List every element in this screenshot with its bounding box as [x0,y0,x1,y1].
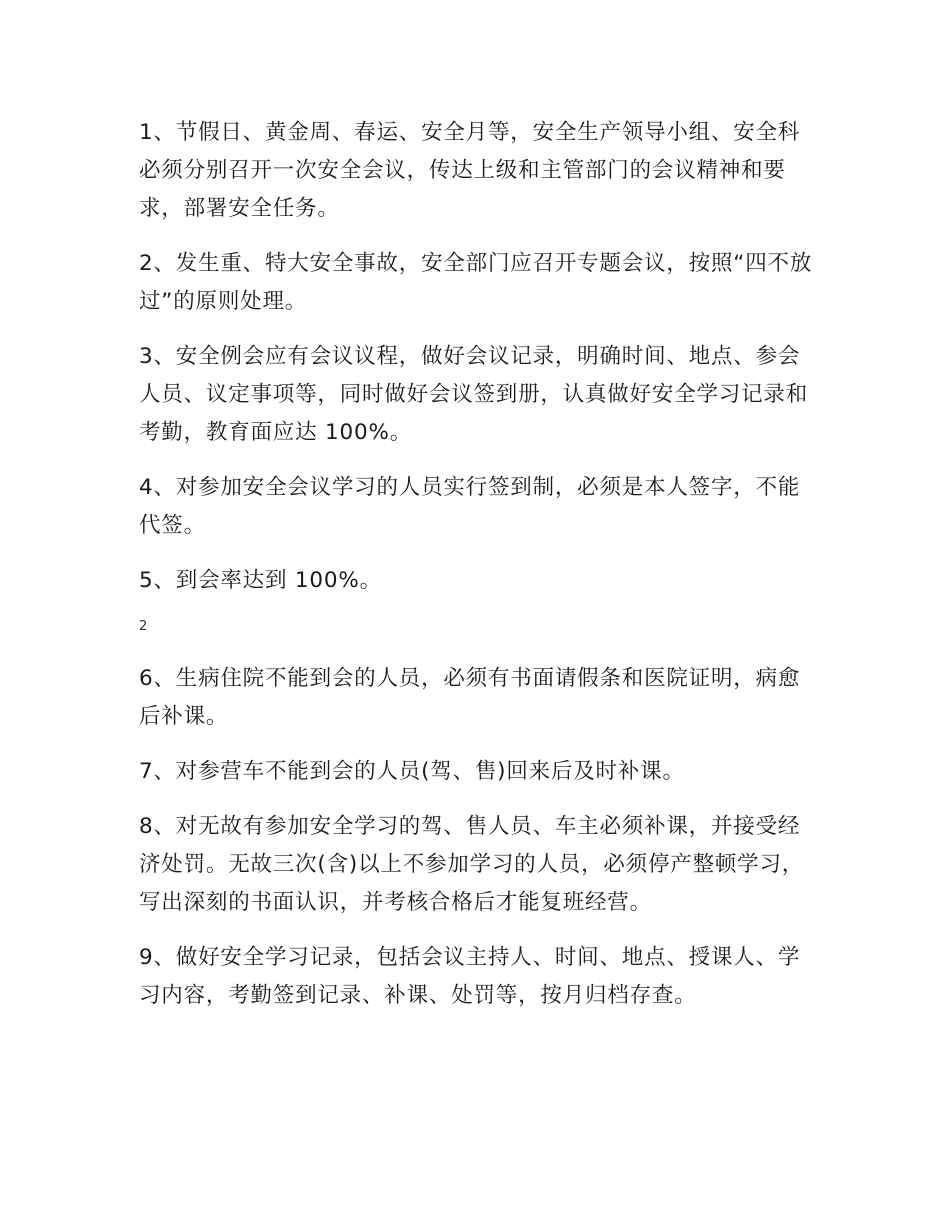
paragraph-5: 5、到会率达到 100%。 [139,568,382,593]
paragraph-7: 7、对参营车不能到会的人员(驾、售)回来后及时补课。 [139,759,685,784]
paragraph-8: 8、对无故有参加安全学习的驾、售人员、车主必须补课，并接受经济处罚。无故三次(含)以上不参加学习的人员，必须停产整顿学习，写出深刻的书面认识，并考核合格后才能复班经营。 [139,814,805,915]
paragraph-6: 6、生病住院不能到会的人员，必须有书面请假条和医院证明，病愈后补课。 [139,666,801,729]
paragraph-4: 4、对参加安全会议学习的人员实行签到制，必须是本人签字，不能代签。 [139,475,801,538]
paragraph-9: 9、做好安全学习记录，包括会议主持人、时间、地点、授课人、学习内容，考勤签到记录、补课、处罚等，按月归档存查。 [139,945,801,1008]
page-number: 2 [139,619,148,634]
paragraph-3: 3、安全例会应有会议议程，做好会议记录，明确时间、地点、参会人员、议定事项等，同时做好会议签到册，认真做好安全学习记录和考勤，教育面应达 100%。 [139,344,809,445]
document-body [139,114,819,1032]
paragraph-2: 2、发生重、特大安全事故，安全部门应召开专题会议，按照“四不放过”的原则处理。 [139,251,813,314]
paragraph-1: 1、节假日、黄金周、春运、安全月等，安全生产领导小组、安全科必须分别召开一次安全会议，传达上级和主管部门的会议精神和要求，部署安全任务。 [139,120,801,221]
